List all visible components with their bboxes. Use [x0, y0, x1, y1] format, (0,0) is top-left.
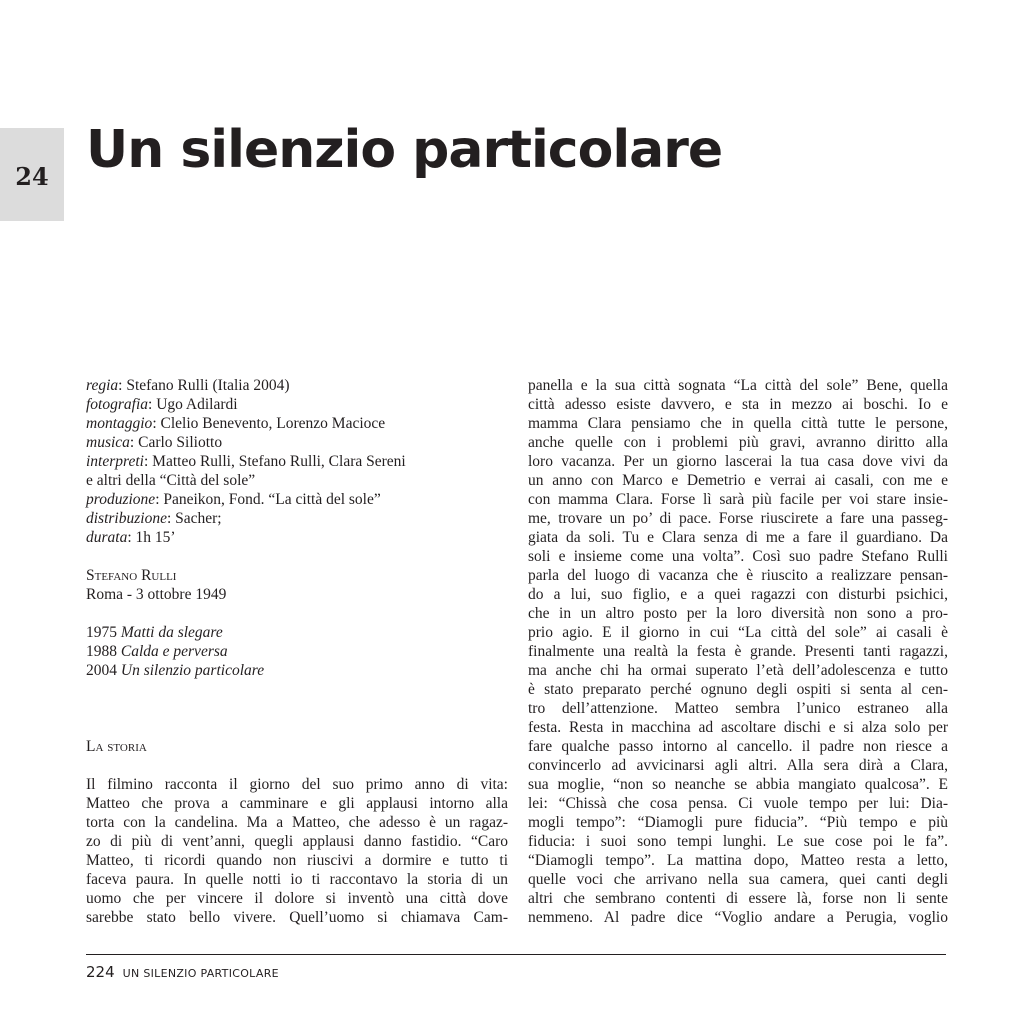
text-line: mogli tempo”: “Diamogli pure fiducia”. “Più tempo e più	[528, 814, 948, 831]
text-line: con mamma Clara. Forse lì sarà più facile per voi stare insie-	[528, 491, 948, 508]
text-line: do a lui, suo figlio, e a quei ragazzi con disturbi psichici,	[528, 586, 948, 603]
filmography-item: 1975 Matti da slegare	[86, 624, 223, 641]
text-line: finalmente una realtà la festa è grande. Presenti tanti ragazzi,	[528, 643, 948, 660]
text-line: fiducia: i suoi sono tempi lunghi. Le sue cose poi le fa”.	[528, 833, 948, 850]
director-name: Stefano Rulli	[86, 567, 177, 584]
credit-line: produzione: Paneikon, Fond. “La città del sole”	[86, 491, 381, 508]
credit-line: regia: Stefano Rulli (Italia 2004)	[86, 377, 290, 394]
page-number: 224	[86, 963, 115, 981]
text-line: Matteo che prova a camminare e gli applausi intorno alla	[86, 795, 508, 812]
text-line: altri che sembrano contenti di essere là, forse non li sente	[528, 890, 948, 907]
text-line: anche quelle con i problemi più gravi, avranno diritto alla	[528, 434, 948, 451]
running-title: UN SILENZIO PARTICOLARE	[122, 967, 279, 980]
filmography-item: 2004 Un silenzio particolare	[86, 662, 265, 679]
text-line: festa. Resta in macchina ad ascoltare dischi e si alza solo per	[528, 719, 948, 736]
text-line: mamma Clara pensiamo che in quella città tutte le persone,	[528, 415, 948, 432]
director-block	[86, 566, 508, 604]
filmography-list	[86, 623, 508, 680]
left-column	[86, 376, 508, 927]
text-line: faceva paura. In quelle notti io ti raccontavo la storia di un	[86, 871, 508, 888]
story-heading: La storia	[86, 738, 147, 755]
credit-line: e altri della “Città del sole”	[86, 472, 256, 489]
page-footer	[86, 962, 279, 981]
text-line: sua moglie, “non so neanche se abbia mangiato qualcosa”. E	[528, 776, 948, 793]
text-line: quelle voci che arrivano nella sua camera, quei canti degli	[528, 871, 948, 888]
credit-line: distribuzione: Sacher;	[86, 510, 222, 527]
credit-line: musica: Carlo Siliotto	[86, 434, 223, 451]
story-text-left	[86, 775, 508, 927]
text-line: giata da soli. Tu e Clara senza di me a fare il guardiano. Da	[528, 529, 948, 546]
credit-line: durata: 1h 15’	[86, 529, 176, 546]
right-column	[528, 376, 948, 927]
text-line: prio agio. E il giorno in cui “La città del sole” ai casali è	[528, 624, 948, 641]
text-line: un anno con Marco e Demetrio e verrai ai casali, con me e	[528, 472, 948, 489]
text-line: zo di più di vent’anni, quegli applausi danno fastidio. “Caro	[86, 833, 508, 850]
credit-line: montaggio: Clelio Benevento, Lorenzo Macioce	[86, 415, 386, 432]
text-line: città adesso esiste davvero, e sta in mezzo ai boschi. Io e	[528, 396, 948, 413]
director-birth: Roma - 3 ottobre 1949	[86, 586, 227, 603]
text-line: parla del luogo di vacanza che è riuscito a realizzare pensan-	[528, 567, 948, 584]
text-line: nemmeno. Al padre dice “Voglio andare a Perugia, voglio	[528, 909, 948, 926]
text-line: Matteo, ti ricordi quando non riuscivi a dormire e tutto ti	[86, 852, 508, 869]
page-title: Un silenzio particolare	[86, 120, 723, 180]
text-line: tro dell’attenzione. Matteo sembra l’unico estraneo alla	[528, 700, 948, 717]
text-line: ma anche chi ha ormai superato l’età dell’adolescenza e tutto	[528, 662, 948, 679]
text-line: “Diamogli tempo”. La mattina dopo, Matteo resta a letto,	[528, 852, 948, 869]
text-line: lei: “Chissà che cosa pensa. Ci vuole tempo per lui: Dia-	[528, 795, 948, 812]
credit-line: interpreti: Matteo Rulli, Stefano Rulli, Clara Sereni	[86, 453, 406, 470]
credits-block	[86, 376, 508, 547]
text-line: convincerlo ad avvicinarsi agli altri. Alla sera dirà a Clara,	[528, 757, 948, 774]
filmography-item: 1988 Calda e perversa	[86, 643, 228, 660]
text-line: loro vacanza. Per un giorno lascerai la tua casa dove vivi da	[528, 453, 948, 470]
footer-rule	[86, 954, 946, 955]
text-line: torta con la candelina. Ma a Matteo, che adesso è un ragaz-	[86, 814, 508, 831]
text-line: uomo che per vincere il dolore si inventò una città dove	[86, 890, 508, 907]
text-line: che in un altro posto per la loro diversità non sono a pro-	[528, 605, 948, 622]
credit-line: fotografia: Ugo Adilardi	[86, 396, 238, 413]
text-line: panella e la sua città sognata “La città del sole” Bene, quella	[528, 377, 948, 394]
chapter-number: 24	[15, 162, 49, 191]
text-line: è stato preparato perché ognuno degli ospiti si senta al cen-	[528, 681, 948, 698]
text-line: me, trovare un po’ di pace. Forse riuscirete a fare una passeg-	[528, 510, 948, 527]
text-line: soli e insieme come una volta”. Così suo padre Stefano Rulli	[528, 548, 948, 565]
text-line: Il filmino racconta il giorno del suo primo anno di vita:	[86, 776, 508, 793]
text-line: fare qualche passo intorno al cancello. il padre non riesce a	[528, 738, 948, 755]
text-line: sarebbe stato bello vivere. Quell’uomo si chiamava Cam-	[86, 909, 508, 926]
